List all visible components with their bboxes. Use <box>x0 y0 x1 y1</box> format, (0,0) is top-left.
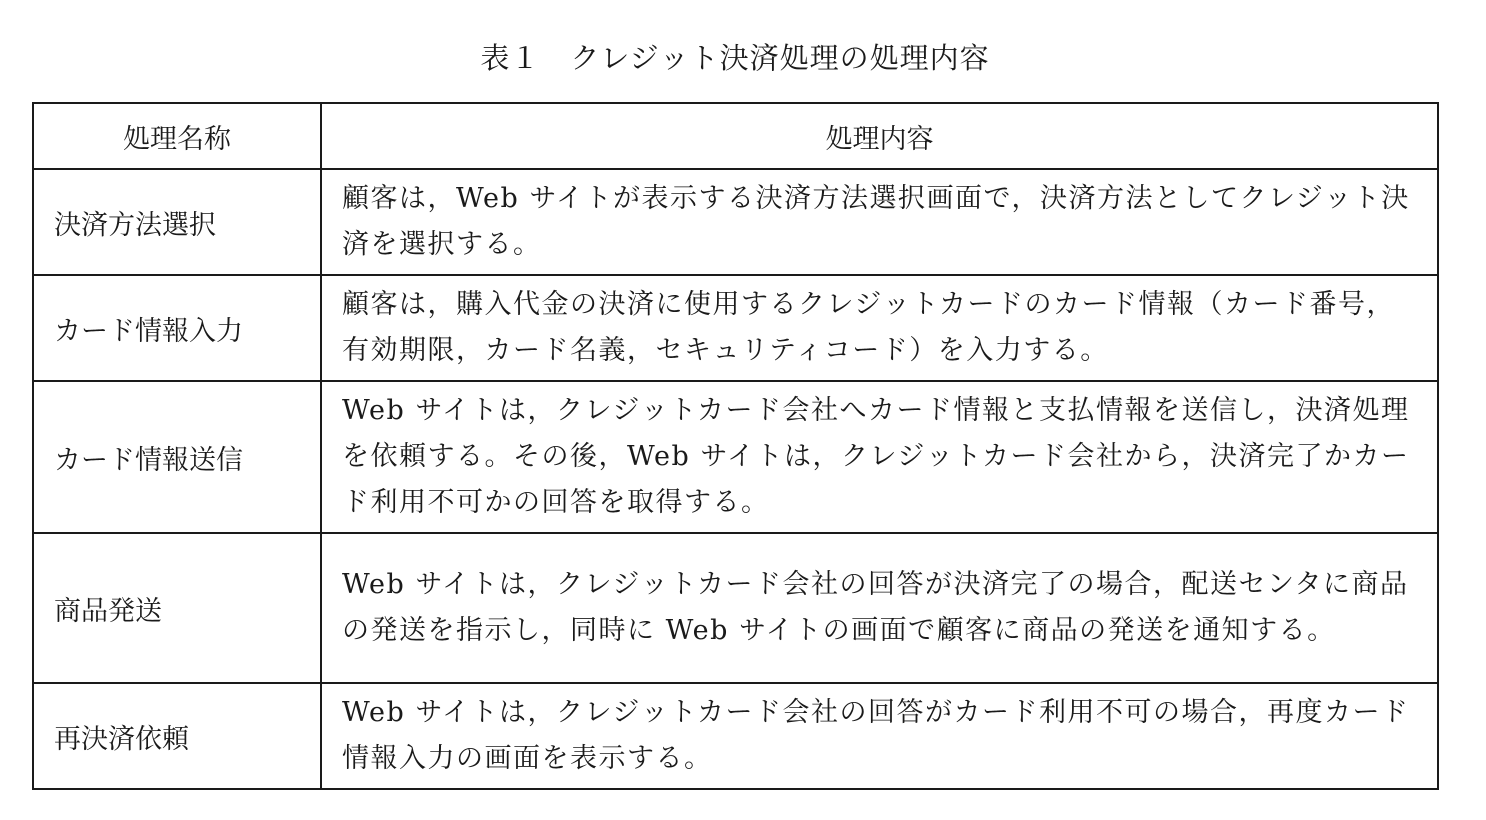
table-row <box>33 381 1438 533</box>
table-row <box>33 683 1438 789</box>
process-content-cell: 顧客は，購入代金の決済に使用するクレジットカードのカード情報（カード番号，有効期限，カード名義，セキュリティコード）を入力する。 <box>321 275 1438 381</box>
processing-table <box>32 102 1439 790</box>
table-row <box>33 533 1438 683</box>
process-name-cell: カード情報送信 <box>33 381 321 533</box>
table-header-row <box>33 103 1438 169</box>
process-content-cell: 顧客は，Web サイトが表示する決済方法選択画面で，決済方法としてクレジット決済を選択する。 <box>321 169 1438 275</box>
process-name-cell: 再決済依頼 <box>33 683 321 789</box>
process-name-cell: 決済方法選択 <box>33 169 321 275</box>
process-content-cell: Web サイトは，クレジットカード会社の回答が決済完了の場合，配送センタに商品の発送を指示し，同時に Web サイトの画面で顧客に商品の発送を通知する。 <box>321 533 1438 683</box>
header-process-content: 処理内容 <box>321 103 1438 169</box>
process-name-cell: 商品発送 <box>33 533 321 683</box>
process-name-cell: カード情報入力 <box>33 275 321 381</box>
table-caption: 表１ クレジット決済処理の処理内容 <box>480 41 990 75</box>
process-content-cell: Web サイトは，クレジットカード会社へカード情報と支払情報を送信し，決済処理を依頼する。その後，Web サイトは，クレジットカード会社から，決済完了かカード利用不可かの回答を取得する。 <box>321 381 1438 533</box>
table-row <box>33 169 1438 275</box>
process-content-cell: Web サイトは，クレジットカード会社の回答がカード利用不可の場合，再度カード情報入力の画面を表示する。 <box>321 683 1438 789</box>
table-row <box>33 275 1438 381</box>
header-process-name: 処理名称 <box>33 103 321 169</box>
